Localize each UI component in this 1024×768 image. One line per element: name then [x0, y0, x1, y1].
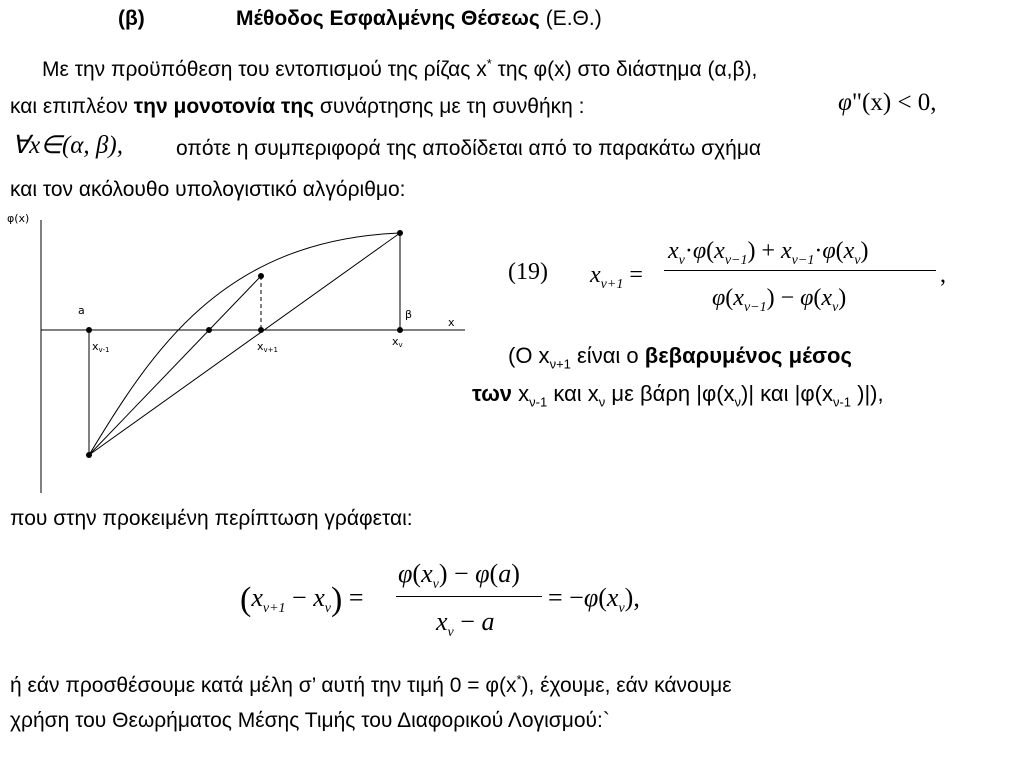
- section-title-abbrev: (Ε.Θ.): [545, 7, 602, 30]
- section-marker: (β): [118, 7, 145, 30]
- a-label: a: [78, 304, 85, 317]
- cond-rest: "(x) < 0,: [851, 89, 937, 116]
- note-l2sub4: ν-1: [832, 394, 852, 410]
- f19-lhs-x: x: [590, 262, 601, 288]
- note-l2d: )| και |φ(x: [741, 381, 833, 406]
- formula-19-bar: [664, 270, 936, 271]
- note-bold2: των: [472, 381, 513, 406]
- para3-b: ), έχουμε, εάν κάνουμε: [521, 674, 732, 697]
- formula-19-denominator: [712, 284, 846, 322]
- intro-line-1-b: της φ(x) στο διάστημα (α,β),: [491, 58, 758, 81]
- cond-phi: φ: [838, 89, 852, 116]
- xv-x: x: [392, 335, 399, 348]
- formula-19-lhs: [590, 261, 643, 299]
- section-title: [236, 6, 602, 32]
- x-axis-label: x: [448, 316, 455, 329]
- f19-lhs-sub: ν+1: [600, 277, 624, 292]
- formula-2-numerator: [398, 560, 520, 599]
- section-title-text: Μέθοδος Εσφαλμένης Θέσεως: [236, 7, 540, 30]
- note-l2sub2: ν: [598, 394, 606, 410]
- formula-2-rhs: [548, 584, 640, 623]
- note-line-2: [472, 381, 884, 415]
- b-label: β: [405, 308, 413, 321]
- note-bold1: βεβαρυμένος μέσος: [644, 343, 852, 368]
- chord-inner: [89, 276, 261, 455]
- y-axis-label: φ(x): [7, 212, 30, 225]
- note-line-1: [508, 343, 852, 377]
- false-position-graph: [0, 205, 470, 495]
- intro-line-2: [10, 94, 584, 120]
- xv-plus-x: x: [257, 340, 264, 353]
- point-root: [206, 327, 212, 333]
- note-l2sub3: ν: [734, 394, 742, 410]
- note-l2a: x: [512, 381, 530, 406]
- point-xv-plus: [258, 327, 264, 333]
- paragraph-2: που στην προκειμένη περίπτωση γράφεται:: [10, 507, 413, 530]
- intro-line-2-bold: την μονοτονία της: [133, 95, 315, 118]
- f19-eq: =: [629, 262, 643, 288]
- chord-outer: [89, 233, 400, 455]
- para3-sup: *: [516, 672, 522, 687]
- xv-label: [392, 335, 403, 349]
- note-sub1: ν+1: [549, 356, 571, 372]
- xv-minus-sub: v-1: [98, 346, 110, 354]
- f19-num-render: $x_\nu\cdot\varphi(x_{\nu-1}) + x_{\nu-1}\cdot\varphi(x_\nu)$: [668, 238, 869, 268]
- formula-2-denominator: [436, 608, 494, 647]
- formula-2-bar: [396, 596, 542, 597]
- note-l2c: με βάρη |φ(x: [605, 381, 735, 406]
- xv-plus-sub: v+1: [263, 346, 278, 354]
- point-curve-mid: [258, 273, 264, 279]
- paragraph-3-line-1: [10, 667, 732, 699]
- point-phi-b: [397, 230, 403, 236]
- formula-2-lhs: [240, 581, 364, 623]
- forall-interval: ∀x∈(α, β),: [12, 132, 123, 159]
- intro-line-4: και τον ακόλουθο υπολογιστικό αλγόριθμο:: [10, 178, 406, 201]
- para3-a: ή εάν προσθέσουμε κατά μέλη σ’ αυτή την τιμή 0 = φ(x: [10, 674, 517, 697]
- f2-den-render: $x_\nu - a$: [436, 607, 495, 640]
- intro-line-2-b: συνάρτησης με τη συνθήκη :: [314, 95, 585, 118]
- xv-minus-label: [92, 340, 109, 354]
- f2-rhs-render: = $-\varphi(x_\nu)$,: [548, 583, 640, 616]
- paragraph-3-line-2: χρήση του Θεωρήματος Μέσης Τιμής του Διαφορικού Λογισμού:`: [10, 709, 610, 732]
- intro-line-1-a: Με την προϋπόθεση του εντοπισμού της ρίζας x: [42, 58, 487, 81]
- root-star: *: [486, 56, 492, 71]
- formula-19-trail: ,: [940, 262, 946, 288]
- f19-den-render: $\varphi(x_{\nu-1}) - \varphi(x_\nu)$: [712, 285, 847, 315]
- formula-19-tag: (19): [508, 259, 548, 285]
- xv-minus-x: x: [92, 340, 99, 353]
- intro-line-1: [42, 51, 757, 83]
- note-mid: είναι ο: [570, 343, 645, 368]
- f2-lhs-render: $(x_{\nu+1} - x_\nu)$ =: [240, 581, 364, 618]
- note-open: (Ο x: [508, 343, 550, 368]
- monotonic-condition: [838, 90, 937, 116]
- point-a: [86, 327, 92, 333]
- note-l2sub1: ν-1: [529, 394, 548, 410]
- note-l2b: και x: [547, 381, 599, 406]
- point-b: [397, 327, 403, 333]
- intro-line-3: οπότε η συμπεριφορά της αποδίδεται από το παρακάτω σχήμα: [176, 137, 762, 160]
- intro-line-2-a: και επιπλέον: [10, 95, 134, 118]
- f2-num-render: $\varphi(x_\nu) - \varphi(a)$: [398, 559, 520, 592]
- xv-sub: v: [398, 341, 403, 349]
- note-l2e: )|),: [851, 381, 884, 406]
- point-phi-a: [86, 452, 92, 458]
- xv-plus-label: [257, 340, 278, 354]
